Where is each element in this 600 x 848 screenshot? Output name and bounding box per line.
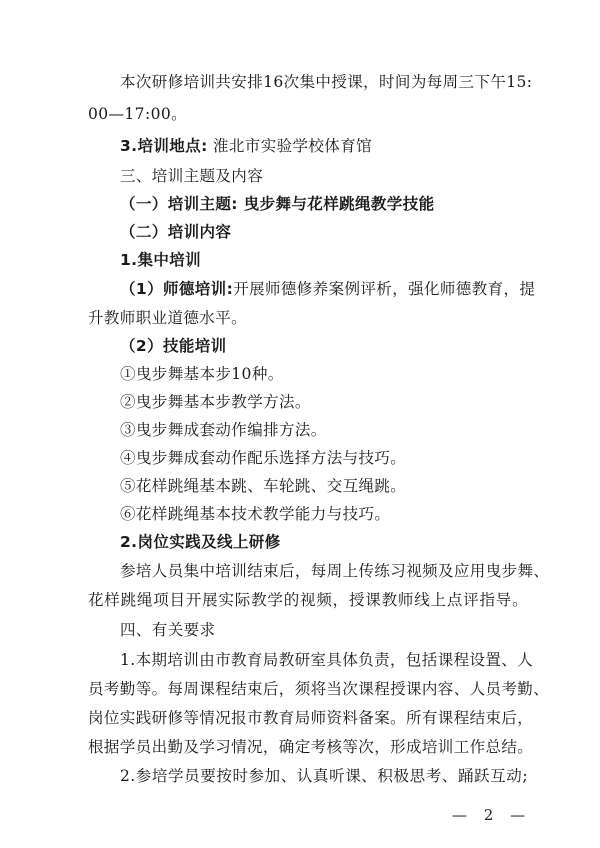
paragraph-schedule-line1: 本次研修培训共安排16次集中授课，时间为每周三下午15:	[120, 73, 533, 91]
requirement-1-line2: 员考勤等。每周课程结束后，须将当次课程授课内容、人员考勤、	[88, 680, 550, 698]
theme-label: （一）培训主题:	[120, 195, 238, 213]
centralized-training-heading: 1.集中培训	[120, 251, 202, 269]
skill-item-6: ⑥花样跳绳基本技术教学能力与技巧。	[120, 505, 391, 523]
location-line	[120, 136, 528, 156]
location-label: 3.培训地点:	[120, 137, 208, 155]
requirement-1-line4: 根据学员出勤及学习情况，确定考核等次，形成培训工作总结。	[88, 738, 534, 756]
location-value: 淮北市实验学校体育馆	[213, 137, 373, 155]
ethics-training-line2: 升教师职业道德水平。	[88, 309, 248, 327]
requirement-1-line3: 岗位实践研修等情况报市教育局师资料备案。所有课程结束后，	[88, 709, 534, 727]
page-number: — 2 —	[452, 806, 532, 824]
skill-item-4: ④曳步舞成套动作配乐选择方法与技巧。	[120, 449, 407, 467]
content-heading: （二）培训内容	[120, 223, 232, 241]
paragraph-schedule-line2: 00—17:00。	[88, 105, 187, 123]
requirement-1-line1: 1.本期培训由市教育局教研室具体负责，包括课程设置、人	[120, 651, 534, 669]
ethics-label: （1）师德培训:	[120, 280, 234, 298]
section-3-heading: 三、培训主题及内容	[120, 167, 264, 185]
requirement-2-line1: 2.参培学员要按时参加、认真听课、积极思考、踊跃互动;	[120, 767, 528, 785]
skill-item-2: ②曳步舞基本步教学方法。	[120, 393, 311, 411]
ethics-text: 开展师德修养案例评析，强化师德教育，提	[233, 280, 536, 298]
theme-line	[120, 194, 528, 214]
ethics-training-line1	[120, 279, 536, 299]
theme-value: 曳步舞与花样跳绳教学技能	[243, 195, 435, 213]
skill-item-3: ③曳步舞成套动作编排方法。	[120, 421, 327, 439]
practice-paragraph-line2: 花样跳绳项目开展实际教学的视频，授课教师线上点评指导。	[88, 591, 528, 609]
practice-online-heading: 2.岗位实践及线上研修	[120, 533, 281, 551]
skills-training-heading: （2）技能培训	[120, 337, 227, 355]
practice-paragraph-line1: 参培人员集中培训结束后，每周上传练习视频及应用曳步舞、	[120, 562, 550, 580]
section-4-heading: 四、有关要求	[120, 621, 216, 639]
skill-item-5: ⑤花样跳绳基本跳、车轮跳、交互绳跳。	[120, 477, 407, 495]
skill-item-1: ①曳步舞基本步10种。	[120, 365, 284, 383]
